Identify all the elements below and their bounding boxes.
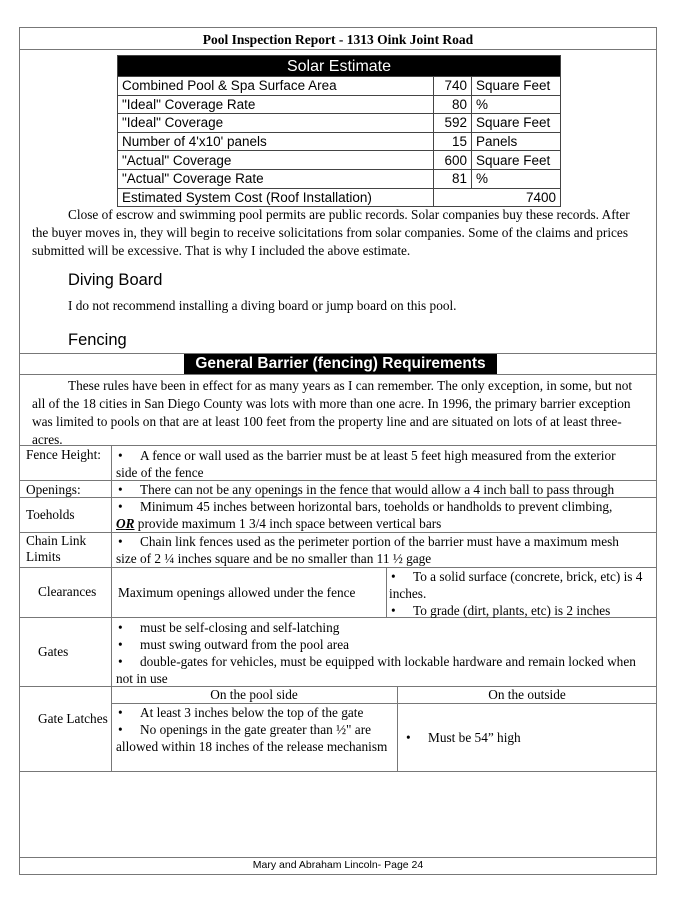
- table-row: "Ideal" Coverage 592 Square Feet: [118, 114, 561, 133]
- outside-list: • Must be 54” high: [404, 729, 644, 746]
- list-item: • To grade (dirt, plants, etc) is 2 inches: [389, 602, 651, 619]
- divider: [19, 374, 657, 375]
- bullet: [116, 637, 140, 652]
- gate-latches-label: Gate Latches: [38, 711, 108, 726]
- pool-side-list: [116, 704, 391, 755]
- solar-note: Close of escrow and swimming pool permits are public records. Solar companies buy these records. After the buyer moves in, they will begin to receive solicitations from solar companies. Some of the claims and prices submitted will be excessive. That is why I included the above estimate.: [32, 207, 630, 258]
- column-divider: [386, 567, 387, 617]
- table-row: Number of 4'x10' panels 15 Panels: [118, 132, 561, 151]
- clearances-details: [389, 568, 651, 619]
- toeholds-text: • Minimum 45 inches between horizontal bars, toeholds or handholds to prevent climbing, OR provide maximum 1 3/4 inch space between vertical bars: [116, 498, 646, 532]
- gates-list: [116, 619, 646, 687]
- table-row: "Actual" Coverage Rate 81 %: [118, 169, 561, 188]
- table-row: Combined Pool & Spa Surface Area 740 Square Feet: [118, 77, 561, 96]
- bullet: [116, 620, 140, 635]
- table-row: Estimated System Cost (Roof Installation) 7400: [118, 188, 561, 207]
- fencing-intro: These rules have been in effect for as many years as I can remember. The only exception, in some, but not all of the 18 cities in San Diego County was lots with more than one acre. In 1996, the primary barrier exception was limited to pools on that are at least 100 feet from the property line and are situated on lots of at least three-acres.: [32, 378, 633, 447]
- bullet: [116, 654, 140, 669]
- bullet: [116, 534, 140, 549]
- diving-board-text: I do not recommend installing a diving board or jump board on this pool.: [68, 298, 457, 313]
- bullet: [116, 448, 140, 463]
- openings-label: Openings:: [26, 482, 81, 497]
- bullet: [389, 569, 413, 584]
- clearances-text: Maximum openings allowed under the fence: [118, 585, 356, 600]
- solar-estimate-table: [117, 55, 561, 207]
- divider: [19, 771, 657, 772]
- pool-side-header: On the pool side: [210, 687, 298, 702]
- header-divider: [19, 49, 657, 50]
- bullet: [389, 603, 413, 618]
- list-item: • At least 3 inches below the top of the gate: [116, 704, 391, 721]
- divider: [19, 857, 657, 858]
- fence-height-text: • A fence or wall used as the barrier must be at least 5 feet high measured from the exterior side of the fence: [116, 447, 636, 481]
- list-item: • must swing outward from the pool area: [116, 636, 646, 653]
- list-item: • double-gates for vehicles, must be equipped with lockable hardware and remain locked when not in use: [116, 653, 646, 687]
- bullet: [116, 722, 140, 737]
- outside-header: On the outside: [488, 687, 566, 702]
- bullet: [404, 730, 428, 745]
- openings-text: • There can not be any openings in the fence that would allow a 4 inch ball to pass through: [116, 481, 646, 498]
- barrier-requirements-banner: General Barrier (fencing) Requirements: [184, 354, 497, 374]
- fencing-heading: Fencing: [68, 331, 127, 349]
- report-title: Pool Inspection Report - 1313 Oink Joint Road: [202, 32, 474, 47]
- table-row: "Ideal" Coverage Rate 80 %: [118, 95, 561, 114]
- chain-link-text: • Chain link fences used as the perimeter portion of the barrier must have a maximum mesh size of 2 ¼ inches square and be no smaller than 11 ½ gage: [116, 533, 641, 567]
- list-item: • must be self-closing and self-latching: [116, 619, 646, 636]
- list-item: • To a solid surface (concrete, brick, etc) is 4 inches.: [389, 568, 651, 602]
- clearances-label: Clearances: [38, 584, 97, 599]
- bullet: [116, 705, 140, 720]
- bullet: [116, 499, 140, 514]
- gates-label: Gates: [38, 644, 69, 659]
- divider: [19, 445, 657, 446]
- list-item: • No openings in the gate greater than ½" are allowed within 18 inches of the release mechanism: [116, 721, 391, 755]
- fence-height-label: Fence Height:: [26, 447, 101, 462]
- table-row: "Actual" Coverage 600 Square Feet: [118, 151, 561, 170]
- solar-estimate-title: Solar Estimate: [118, 56, 561, 77]
- bullet: [116, 482, 140, 497]
- page-footer: Mary and Abraham Lincoln- Page 24: [252, 859, 424, 871]
- chain-link-label: Chain Link Limits: [26, 533, 87, 564]
- diving-board-heading: Diving Board: [68, 271, 163, 289]
- toeholds-label: Toeholds: [26, 507, 75, 522]
